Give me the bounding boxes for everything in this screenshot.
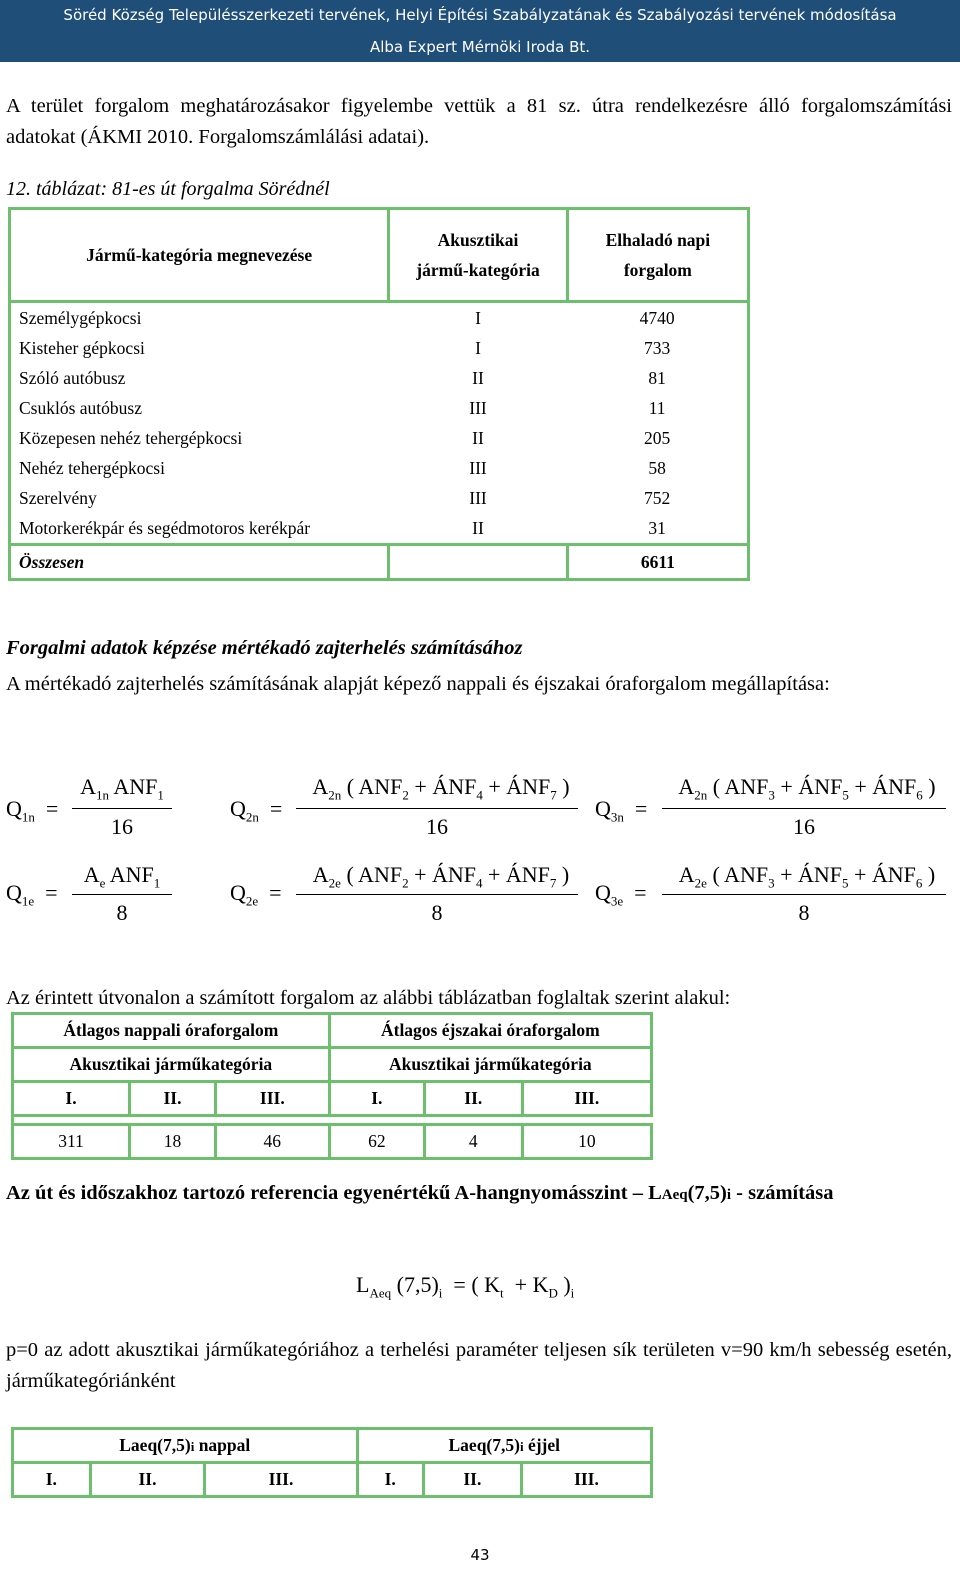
category-cell: III. [205,1463,357,1497]
formula-q3e-denominator: 8 [798,900,810,925]
formula-fraction-line [662,894,946,895]
value-cell: 62 [329,1125,424,1159]
table1-caption: 12. táblázat: 81-es út forgalma Sörédnél [6,178,330,200]
formula-q1n-denominator: 16 [111,814,133,839]
intro-paragraph: A terület forgalom meghatározásakor figyelembe vettük a 81 sz. útra rendelkezésre álló forgalomszámítási adatokat (ÁKMI 2010. Forgalomszámlálási adatai). [6,95,952,148]
col-header-acoustic-category: Akusztikai jármű-kategória [389,209,567,302]
formula-fraction-line [296,808,578,809]
row-traffic: 31 [567,513,748,545]
col-header-daily-traffic: Elhaladó napi forgalom [567,209,748,302]
row-traffic: 752 [567,483,748,513]
header-title: Söréd Község Településszerkezeti tervének, Helyi Építési Szabályzatának és Szabályozási tervének módosítása [63,6,897,24]
table-row [10,363,749,393]
value-cell: 18 [130,1125,216,1159]
formula-q1e-lhs: $Q_{1e}$ = [6,880,58,909]
formula-fraction-line [72,894,172,895]
row-traffic: 205 [567,423,748,453]
traffic-table [8,207,750,581]
category-cell: II. [423,1463,521,1497]
total-label: Összesen [10,545,389,580]
table2-intro: Az érintett útvonalon a számított forgalom az alábbi táblázatban foglaltak szerint alakul: [6,987,731,1009]
category-cell: II. [130,1082,216,1116]
param-text: p=0 az adott akusztikai járműkategóriához a terhelési paraméter teljesen sík területen v=90 km/h sebesség esetén, járműkategóriánként [6,1339,952,1392]
formula-q2e-denominator: 8 [431,900,443,925]
table-row [10,393,749,423]
row-traffic: 58 [567,453,748,483]
laeq-table [11,1427,653,1498]
formula-q2e-lhs: $Q_{2e}$ = [230,880,282,909]
table-row [10,513,749,545]
row-traffic: 4740 [567,302,748,334]
row-name: Nehéz tehergépkocsi [10,453,389,483]
row-name: Közepesen nehéz tehergépkocsi [10,423,389,453]
formula-q1e-numerator: $A_e$ $ANF_1$ [83,862,161,891]
header-company: Alba Expert Mérnöki Iroda Bt. [369,38,591,56]
reference-title: Az út és időszakhoz tartozó referencia egyenértékű A-hangnyomásszint – LAeq(7,5)i - számítása [6,1182,834,1204]
row-name: Személygépkocsi [10,302,389,334]
table-row [10,483,749,513]
formula-fraction-line [662,808,946,809]
laeq-night-header: Laeq(7,5)i éjjel [357,1429,651,1463]
row-category: III [469,397,487,418]
row-name: Csuklós autóbusz [10,393,389,423]
category-cell: II. [424,1082,522,1116]
night-subheader: Akusztikai járműkategória [329,1048,651,1082]
row-name: Szerelvény [10,483,389,513]
table-row [10,333,749,363]
category-cell: I. [13,1463,91,1497]
category-cell: I. [329,1082,424,1116]
night-header: Átlagos éjszakai óraforgalom [329,1014,651,1048]
row-name: Kisteher gépkocsi [10,333,389,363]
col-header-category-name: Jármű-kategória megnevezése [10,209,389,302]
formula-q2n-lhs: $Q_{2n}$ = [230,796,283,825]
category-cell: III. [521,1463,651,1497]
category-cell: III. [215,1082,329,1116]
day-header: Átlagos nappali óraforgalom [13,1014,330,1048]
category-cell: II. [90,1463,205,1497]
formula-q3n-denominator: 16 [793,814,815,839]
laeq-formula: $L_{Aeq}$ $(7,5)_i$ = ( $K_t + K_D$ )$_i$ [356,1272,575,1301]
value-cell: 4 [424,1125,522,1159]
table-row [10,302,749,334]
section-text: A mértékadó zajterhelés számításának alapját képező nappali és éjszakai óraforgalom megállapítása: [6,673,830,695]
row-traffic: 81 [567,363,748,393]
value-cell: 311 [13,1125,130,1159]
table-total-row [10,545,749,580]
formula-q2n-numerator: $A_{2n}$ ( $ANF_2$ + $ÁNF_4$ + $ÁNF_7$ ) [312,774,570,803]
row-category: III [469,487,487,508]
formula-q3e-numerator: $A_{2e}$ ( $ANF_3$ + $ÁNF_5$ + $ÁNF_6$ ) [678,862,936,891]
category-cell: I. [357,1463,423,1497]
formula-q1n-numerator: $A_{1n}$ $ANF_1$ [80,774,164,803]
formula-q2e-numerator: $A_{2e}$ ( $ANF_2$ + $ÁNF_4$ + $ÁNF_7$ ) [312,862,570,891]
row-category: I [475,337,481,358]
table-row [13,1125,652,1159]
laeq-day-header: Laeq(7,5)i nappal [13,1429,358,1463]
formula-q2n-denominator: 16 [426,814,448,839]
row-traffic: 11 [567,393,748,423]
total-empty-cell [389,545,567,580]
value-cell: 46 [215,1125,329,1159]
formula-q3n-numerator: $A_{2n}$ ( $ANF_3$ + $ÁNF_5$ + $ÁNF_6$ ) [678,774,936,803]
row-traffic: 733 [567,333,748,363]
row-category: II [472,427,484,448]
formula-q3e-lhs: $Q_{3e}$ = [595,880,647,909]
row-name: Motorkerékpár és segédmotoros kerékpár [10,513,389,545]
spacer-row [13,1116,652,1125]
value-cell: 10 [522,1125,651,1159]
formula-block [6,770,960,940]
table-row [10,453,749,483]
row-category: II [472,367,484,388]
category-cell: III. [522,1082,651,1116]
formula-q3n-lhs: $Q_{3n}$ = [595,796,648,825]
formula-fraction-line [296,894,578,895]
category-cell: I. [13,1082,130,1116]
section-title: Forgalmi adatok képzése mértékadó zajterhelés számításához [6,637,523,659]
page-header [0,0,960,62]
total-value: 6611 [567,545,748,580]
formula-q1e-denominator: 8 [116,900,128,925]
row-category: III [469,457,487,478]
hourly-traffic-table [11,1012,653,1160]
row-category: II [389,513,567,545]
table-row [10,423,749,453]
row-name: Szóló autóbusz [10,363,389,393]
row-category: I [475,307,481,328]
formula-fraction-line [72,808,172,809]
day-subheader: Akusztikai járműkategória [13,1048,330,1082]
formula-q1n-lhs: $Q_{1n}$ = [6,796,59,825]
page-number: 43 [470,1546,490,1564]
